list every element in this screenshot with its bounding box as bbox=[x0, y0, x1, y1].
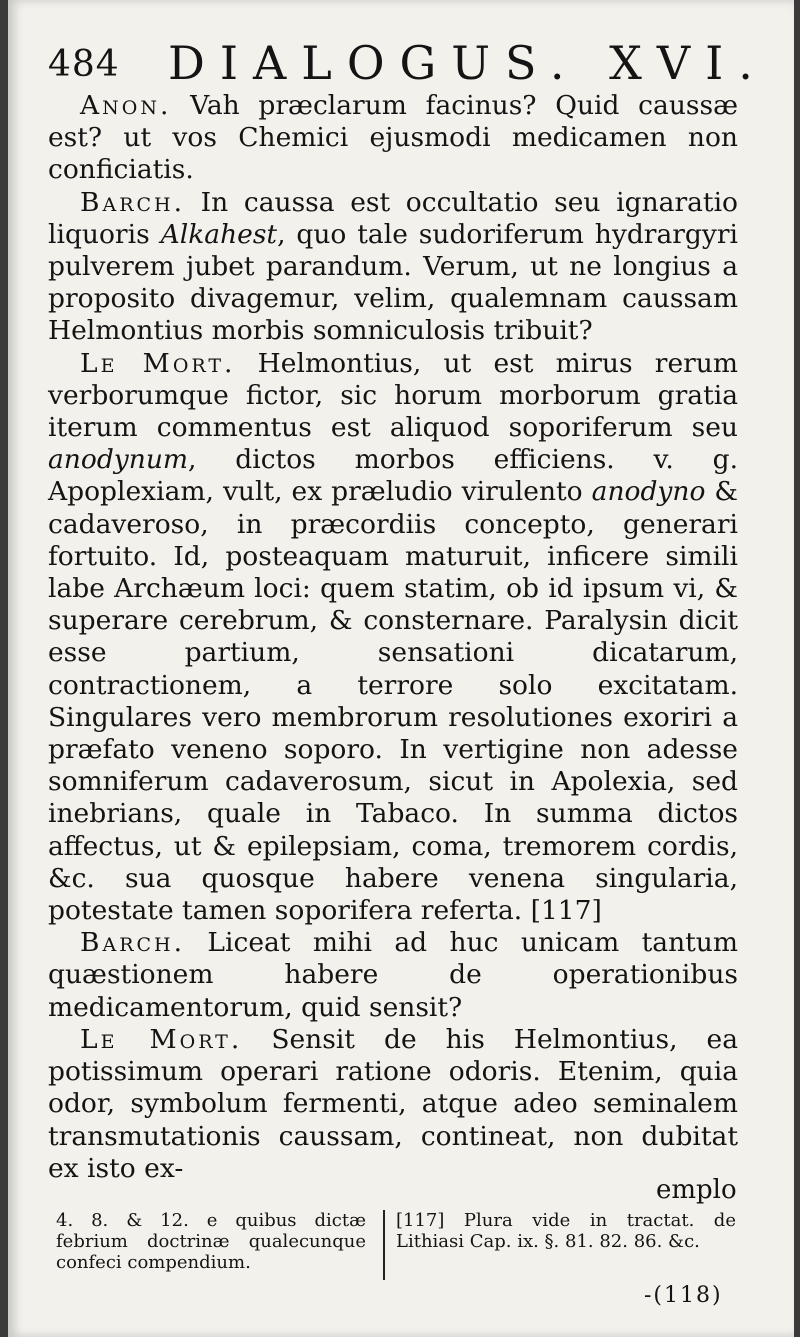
italic-term: Alkahest bbox=[160, 218, 278, 250]
dialogue-paragraph bbox=[48, 348, 738, 928]
footnotes bbox=[48, 1210, 738, 1280]
dialogue-paragraph bbox=[48, 1024, 738, 1185]
running-header bbox=[48, 36, 768, 96]
running-title: DIALOGUS. XVI. bbox=[168, 36, 768, 90]
footnote-right: [117] Plura vide in tractat. de Lithiasi Cap. ix. §. 81. 82. 86. &c. bbox=[396, 1210, 736, 1252]
speech-text: , quo tale sudoriferum hydrargyri pulverem jubet parandum. Verum, ut ne longius a proposito divagemur, velim, qualemnam caussam Helmontius morbis somniculosis tribuit? bbox=[48, 218, 738, 347]
speaker-name: Le Mort. bbox=[80, 347, 236, 379]
signature-mark: -(118) bbox=[644, 1283, 723, 1308]
book-page bbox=[8, 0, 794, 1337]
page-number: 484 bbox=[48, 44, 120, 85]
speech-text: & cadaveroso, in præcordiis concepto, generari fortuito. Id, posteaquam maturuit, inficere simili labe Archæum loci: quem statim, ob id ipsum vi, & superare cerebrum, & consternare. Paralysin dicit esse partium, sensationi dicatarum, contractionem, a terrore solo excitatam. Singulares vero membrorum resolutiones exoriri a præfato veneno soporo. In vertigine non adesse somniferum cadaverosum, sicut in Apolexia, sed inebrians, quale in Tabaco. In summa dictos affectus, ut & epilepsiam, coma, tremorem cordis, &c. sua quosque habere venena singularia, potestate tamen soporifera referta. [117] bbox=[48, 476, 739, 927]
dialogue-text bbox=[48, 90, 738, 1185]
speaker-name: Le Mort. bbox=[80, 1023, 243, 1055]
italic-term: anodyno bbox=[591, 476, 706, 508]
speaker-name: Barch. bbox=[80, 927, 186, 959]
speaker-name: Barch. bbox=[80, 186, 186, 218]
speech-text: Vah præclarum facinus? Quid caussæ est? ut vos Chemici ejusmodi medicamen non conficiatis. bbox=[48, 90, 738, 186]
speech-text: In caussa est occultatio seu ignaratio liquoris bbox=[48, 186, 738, 250]
speech-text: , dictos morbos efficiens. v. g. Apoplexiam, vult, ex præludio virulento bbox=[48, 444, 738, 508]
speech-text: Helmontius, ut est mirus rerum verborumque fictor, sic horum morborum gratia iterum commentus est aliquod soporiferum seu bbox=[48, 347, 738, 444]
dialogue-paragraph bbox=[48, 927, 738, 1024]
speech-text: Sensit de his Helmontius, ea potissimum operari ratione odoris. Etenim, quia odor, symbolum fermenti, atque adeo seminalem transmutationis caussam, contineat, non dubitat ex isto ex- bbox=[48, 1023, 739, 1184]
speech-text: Liceat mihi ad huc unicam tantum quæstionem habere de operationibus medicamentorum, quid sensit? bbox=[48, 927, 738, 1023]
footnote-divider bbox=[383, 1210, 385, 1280]
dialogue-paragraph bbox=[48, 187, 738, 348]
dialogue-paragraph bbox=[48, 90, 738, 187]
footnote-left: 4. 8. & 12. e quibus dictæ febrium doctrinæ qualecunque confeci compendium. bbox=[56, 1210, 366, 1273]
italic-term: anodynum bbox=[48, 444, 189, 476]
speaker-name: Anon. bbox=[80, 90, 172, 121]
catchword: emplo bbox=[656, 1175, 737, 1205]
